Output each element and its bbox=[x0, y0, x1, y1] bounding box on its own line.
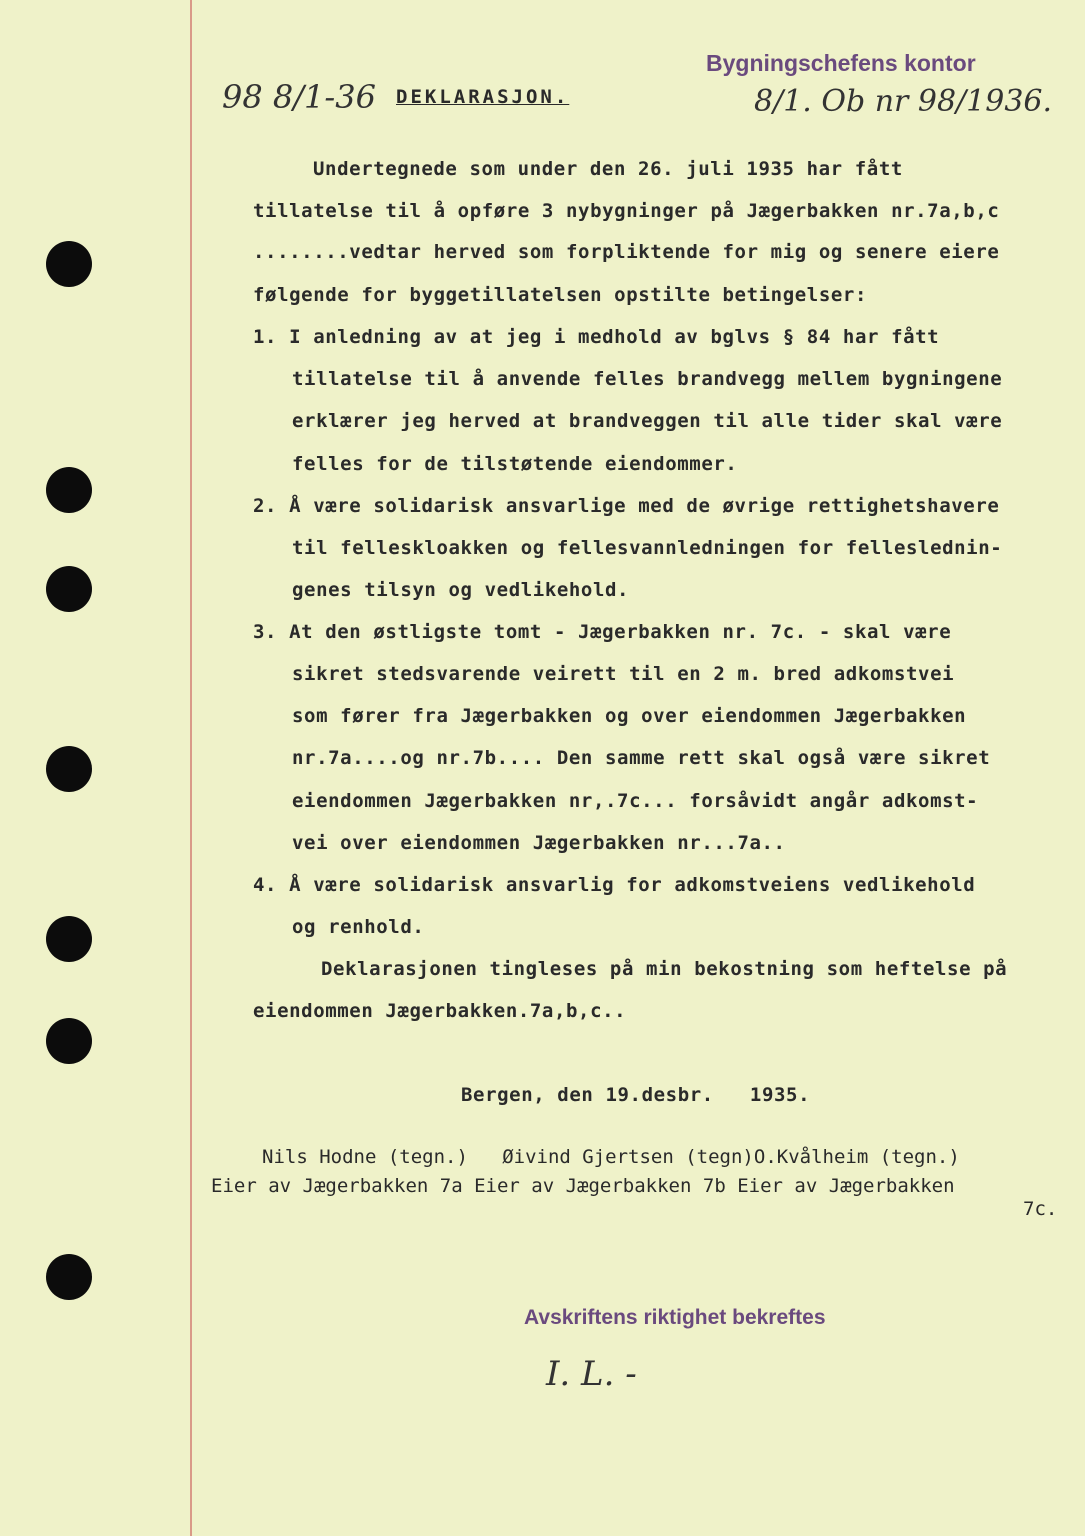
handwritten-initials: I. L. - bbox=[546, 1354, 637, 1394]
punch-hole bbox=[46, 746, 92, 792]
body-line: følgende for byggetillatelsen opstilte betingelser: bbox=[253, 284, 867, 306]
body-line: som fører fra Jægerbakken og over eiendommen Jægerbakken bbox=[292, 705, 967, 727]
margin-line bbox=[190, 0, 192, 1536]
body-line: ........vedtar herved som forpliktende for mig og senere eiere bbox=[253, 241, 1000, 263]
body-line: Undertegnede som under den 26. juli 1935 har fått bbox=[313, 158, 903, 180]
handwritten-ref-right: 8/1. Ob nr 98/1936. bbox=[754, 84, 1053, 119]
body-line: tillatelse til å opføre 3 nybygninger på Jægerbakken nr.7a,b,c bbox=[253, 200, 1000, 222]
signature-names: Nils Hodne (tegn.) Øivind Gjertsen (tegn)O.Kvålheim (tegn.) bbox=[262, 1146, 960, 1168]
body-line: sikret stedsvarende veirett til en 2 m. bred adkomstvei bbox=[292, 663, 955, 685]
body-line: tillatelse til å anvende felles brandvegg mellem bygningene bbox=[292, 368, 1003, 390]
body-line: felles for de tilstøtende eiendommer. bbox=[292, 453, 738, 475]
punch-hole bbox=[46, 1254, 92, 1300]
punch-hole bbox=[46, 916, 92, 962]
document-title: DEKLARASJON. bbox=[396, 86, 570, 108]
body-line: og renhold. bbox=[292, 916, 425, 938]
place-date: Bergen, den 19.desbr. 1935. bbox=[461, 1084, 811, 1106]
body-line: 2. Å være solidarisk ansvarlige med de øvrige rettighetshavere bbox=[253, 495, 1000, 517]
body-line: eiendommen Jægerbakken.7a,b,c.. bbox=[253, 1000, 627, 1022]
body-line: eiendommen Jægerbakken nr,.7c... forsåvidt angår adkomst- bbox=[292, 790, 979, 812]
body-line: genes tilsyn og vedlikehold. bbox=[292, 579, 630, 601]
body-line: 3. At den østligste tomt - Jægerbakken nr. 7c. - skal være bbox=[253, 621, 952, 643]
certification-stamp: Avskriftens riktighet bekreftes bbox=[524, 1306, 826, 1329]
body-line: 4. Å være solidarisk ansvarlig for adkomstveiens vedlikehold bbox=[253, 874, 976, 896]
body-line: til felleskloakken og fellesvannledningen for felleslednin- bbox=[292, 537, 1003, 559]
office-stamp: Bygningschefens kontor bbox=[706, 50, 976, 76]
body-line: nr.7a....og nr.7b.... Den samme rett skal også være sikret bbox=[292, 747, 991, 769]
punch-hole bbox=[46, 467, 92, 513]
punch-hole bbox=[46, 241, 92, 287]
punch-hole bbox=[46, 1018, 92, 1064]
signature-owners: Eier av Jægerbakken 7a Eier av Jægerbakken 7b Eier av Jægerbakken bbox=[211, 1175, 955, 1197]
body-line: 1. I anledning av at jeg i medhold av bglvs § 84 har fått bbox=[253, 326, 940, 348]
body-line: Deklarasjonen tingleses på min bekostning som heftelse på bbox=[321, 958, 1008, 980]
body-line: erklærer jeg herved at brandveggen til alle tider skal være bbox=[292, 410, 1003, 432]
punch-hole bbox=[46, 566, 92, 612]
handwritten-ref-left: 98 8/1-36 bbox=[222, 78, 376, 116]
body-line: vei over eiendommen Jægerbakken nr...7a.. bbox=[292, 832, 786, 854]
signature-owners-cont: 7c. bbox=[1023, 1198, 1058, 1220]
